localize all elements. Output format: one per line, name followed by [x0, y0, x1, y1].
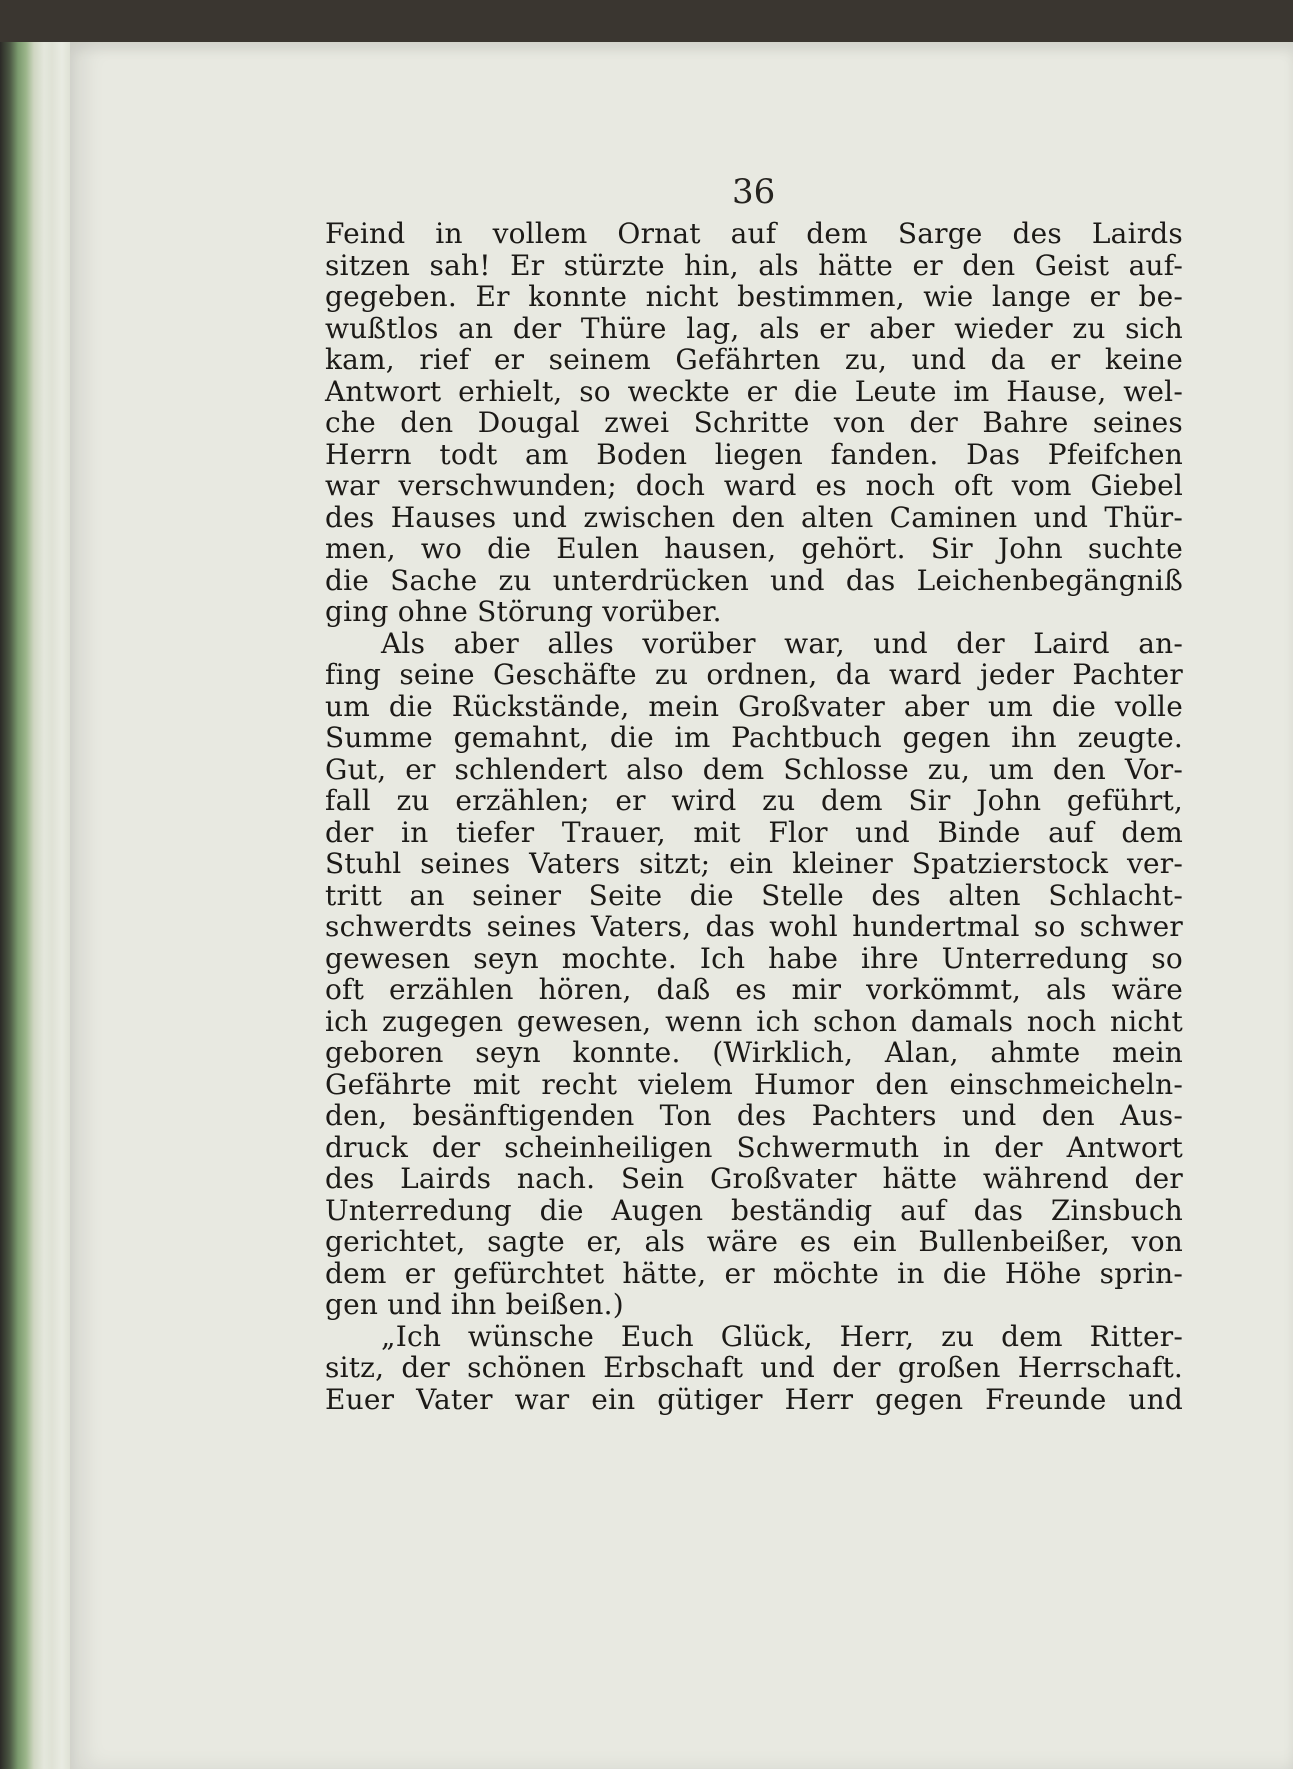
text-line: Gut, er schlendert also dem Schlosse zu, um den Vor-: [325, 752, 1183, 786]
text-line: Stuhl seines Vaters sitzt; ein kleiner Spatzierstock ver-: [325, 847, 1183, 880]
text-line: men, wo die Eulen hausen, gehört. Sir John suchte: [325, 532, 1183, 565]
text-line: gegeben. Er konnte nicht bestimmen, wie lange er be-: [325, 280, 1183, 313]
text-line: Feind in vollem Ornat auf dem Sarge des Lairds: [325, 217, 1183, 250]
text-line: Herrn todt am Boden liegen fanden. Das Pfeifchen: [325, 437, 1183, 471]
text-line: Gefährte mit recht vielem Humor den einschmeicheln-: [325, 1067, 1183, 1101]
text-line: Als aber alles vorüber war, und der Laird an-: [381, 626, 1183, 660]
text-line: um die Rückstände, mein Großvater aber um die volle: [325, 689, 1183, 723]
text-line: Euer Vater war ein gütiger Herr gegen Freunde und: [325, 1382, 1183, 1416]
text-line: geboren seyn konnte. (Wirklich, Alan, ahmte mein: [325, 1036, 1183, 1069]
text-line: des Hauses und zwischen den alten Caminen und Thür-: [325, 500, 1183, 534]
text-line: gen und ihn beißen.): [325, 1288, 624, 1321]
text-line: oft erzählen hören, daß es mir vorkömmt, als wäre: [325, 973, 1183, 1006]
text-line: die Sache zu unterdrücken und das Leichenbegängniß: [325, 563, 1183, 597]
text-line: Unterredung die Augen beständig auf das Zinsbuch: [325, 1193, 1183, 1227]
text-line: gerichtet, sagte er, als wäre es ein Bullenbeißer, von: [325, 1225, 1183, 1258]
text-line: sitz, der schönen Erbschaft und der großen Herrschaft.: [325, 1351, 1183, 1384]
text-line: des Lairds nach. Sein Großvater hätte während der: [325, 1162, 1183, 1195]
text-line: tritt an seiner Seite die Stelle des alten Schlacht-: [325, 878, 1183, 912]
text-line: kam, rief er seinem Gefährten zu, und da er keine: [325, 343, 1183, 376]
text-line: war verschwunden; doch ward es noch oft vom Giebel: [325, 469, 1183, 502]
page-number: 36: [732, 172, 776, 212]
text-line: wußtlos an der Thüre lag, als er aber wieder zu sich: [325, 311, 1183, 345]
text-line: den, besänftigenden Ton des Pachters und den Aus-: [325, 1099, 1183, 1132]
text-line: Antwort erhielt, so weckte er die Leute im Hause, wel-: [325, 374, 1183, 408]
text-line: Summe gemahnt, die im Pachtbuch gegen ihn zeugte.: [325, 721, 1183, 754]
text-line: schwerdts seines Vaters, das wohl hundertmal so schwer: [325, 910, 1183, 943]
text-line: fing seine Geschäfte zu ordnen, da ward jeder Pachter: [325, 658, 1183, 691]
text-line: „Ich wünsche Euch Glück, Herr, zu dem Ritter-: [381, 1319, 1183, 1353]
text-line: dem er gefürchtet hätte, er möchte in die Höhe sprin-: [325, 1256, 1183, 1290]
text-line: fall zu erzählen; er wird zu dem Sir John geführt,: [325, 784, 1183, 817]
text-line: gewesen seyn mochte. Ich habe ihre Unterredung so: [325, 941, 1183, 975]
body-text: [325, 218, 1183, 1415]
text-line: sitzen sah! Er stürzte hin, als hätte er den Geist auf-: [325, 248, 1183, 282]
text-line: ich zugegen gewesen, wenn ich schon damals noch nicht: [325, 1004, 1183, 1038]
text-line: druck der scheinheiligen Schwermuth in der Antwort: [325, 1130, 1183, 1164]
text-line: che den Dougal zwei Schritte von der Bahre seines: [325, 406, 1183, 439]
text-line: ging ohne Störung vorüber.: [325, 595, 722, 628]
text-line: der in tiefer Trauer, mit Flor und Binde auf dem: [325, 815, 1183, 849]
